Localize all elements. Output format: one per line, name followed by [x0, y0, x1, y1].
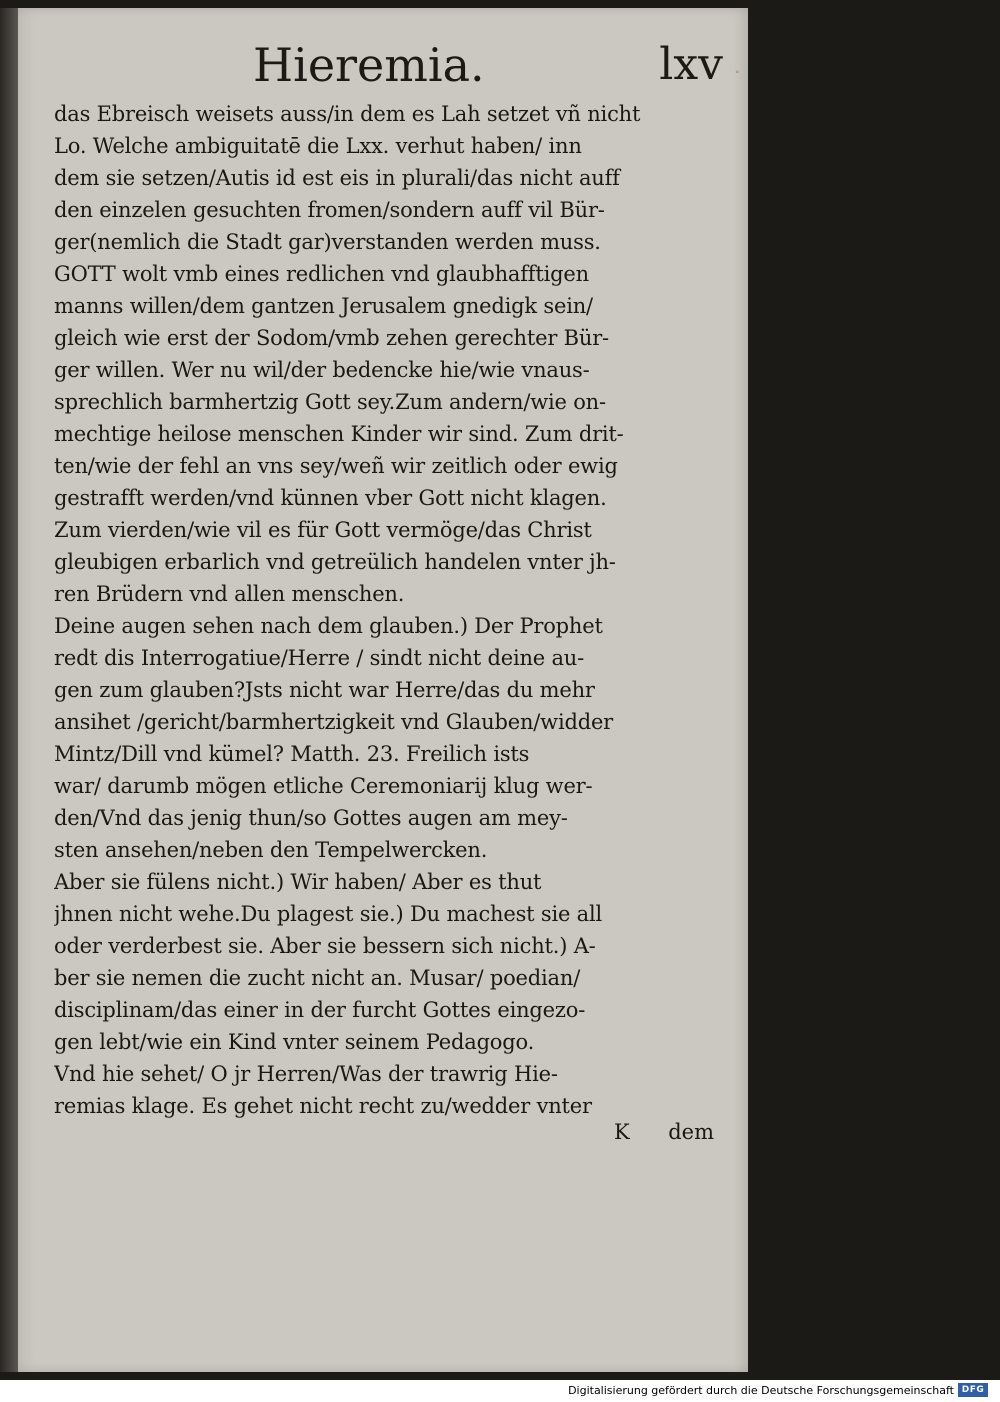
text-line: mechtige heilose menschen Kinder wir sind. Zum drit- [54, 422, 624, 446]
catchword-line [54, 1116, 714, 1148]
text-line: ren Brüdern vnd allen menschen. [54, 582, 405, 606]
text-line: sten ansehen/neben den Tempelwercken. [54, 838, 488, 862]
text-line: disciplinam/das einer in der furcht Gottes eingezo- [54, 998, 586, 1022]
catchword: dem [668, 1120, 714, 1144]
footer [0, 1380, 1000, 1402]
scan-speck: ° [735, 70, 740, 80]
text-line: Zum vierden/wie vil es für Gott vermöge/das Christ [54, 518, 592, 542]
book-gutter [0, 8, 18, 1372]
text-line: dem sie setzen/Autis id est eis in plurali/das nicht auff [54, 166, 620, 190]
text-line: jhnen nicht wehe.Du plagest sie.) Du machest sie all [54, 902, 603, 926]
text-line: das Ebreisch weisets auss/in dem es Lah setzet vñ nicht [54, 102, 641, 126]
text-line: GOTT wolt vmb eines redlichen vnd glaubhafftigen [54, 262, 589, 286]
text-line: ansihet /gericht/barmhertzigkeit vnd Glauben/widder [54, 710, 614, 734]
text-line: war/ darumb mögen etliche Ceremoniarij klug wer- [54, 774, 593, 798]
text-line: Vnd hie sehet/ O jr Herren/Was der trawrig Hie- [54, 1062, 558, 1086]
text-line: gestrafft werden/vnd künnen vber Gott nicht klagen. [54, 486, 607, 510]
text-line: gen lebt/wie ein Kind vnter seinem Pedagogo. [54, 1030, 535, 1054]
text-line: Deine augen sehen nach dem glauben.) Der Prophet [54, 614, 603, 638]
text-line: gen zum glauben?Jsts nicht war Herre/das du mehr [54, 678, 595, 702]
dfg-logo-icon: DFG [958, 1383, 988, 1397]
text-line: Lo. Welche ambiguitatē die Lxx. verhut haben/ inn [54, 134, 582, 158]
text-line: gleich wie erst der Sodom/vmb zehen gerechter Bür- [54, 326, 609, 350]
folio-number: lxv [659, 39, 723, 90]
running-title: Hieremia. [253, 38, 485, 92]
text-line: sprechlich barmhertzig Gott sey.Zum andern/wie on- [54, 390, 606, 414]
funding-credit: Digitalisierung gefördert durch die Deutsche Forschungsgemeinschaft [568, 1384, 954, 1397]
text-block [54, 98, 726, 1122]
text-line: redt dis Interrogatiue/Herre / sindt nicht deine au- [54, 646, 585, 670]
text-line: remias klage. Es gehet nicht recht zu/wedder vnter [54, 1094, 592, 1118]
text-line: gleubigen erbarlich vnd getreülich handelen vnter jh- [54, 550, 616, 574]
text-line: Aber sie fülens nicht.) Wir haben/ Aber es thut [54, 870, 542, 894]
text-line: ber sie nemen die zucht nicht an. Musar/ poedian/ [54, 966, 581, 990]
page-header [253, 34, 723, 96]
text-line: den einzelen gesuchten fromen/sondern auff vil Bür- [54, 198, 605, 222]
signature-mark: K [614, 1120, 630, 1144]
text-line: oder verderbest sie. Aber sie bessern sich nicht.) A- [54, 934, 596, 958]
text-line: ger willen. Wer nu wil/der bedencke hie/wie vnaus- [54, 358, 590, 382]
text-line: manns willen/dem gantzen Jerusalem gnedigk sein/ [54, 294, 593, 318]
text-line: Mintz/Dill vnd kümel? Matth. 23. Freilich ists [54, 742, 530, 766]
text-line: den/Vnd das jenig thun/so Gottes augen am mey- [54, 806, 568, 830]
text-line: ger(nemlich die Stadt gar)verstanden werden muss. [54, 230, 601, 254]
text-line: ten/wie der fehl an vns sey/weñ wir zeitlich oder ewig [54, 454, 618, 478]
book-page [18, 8, 748, 1372]
